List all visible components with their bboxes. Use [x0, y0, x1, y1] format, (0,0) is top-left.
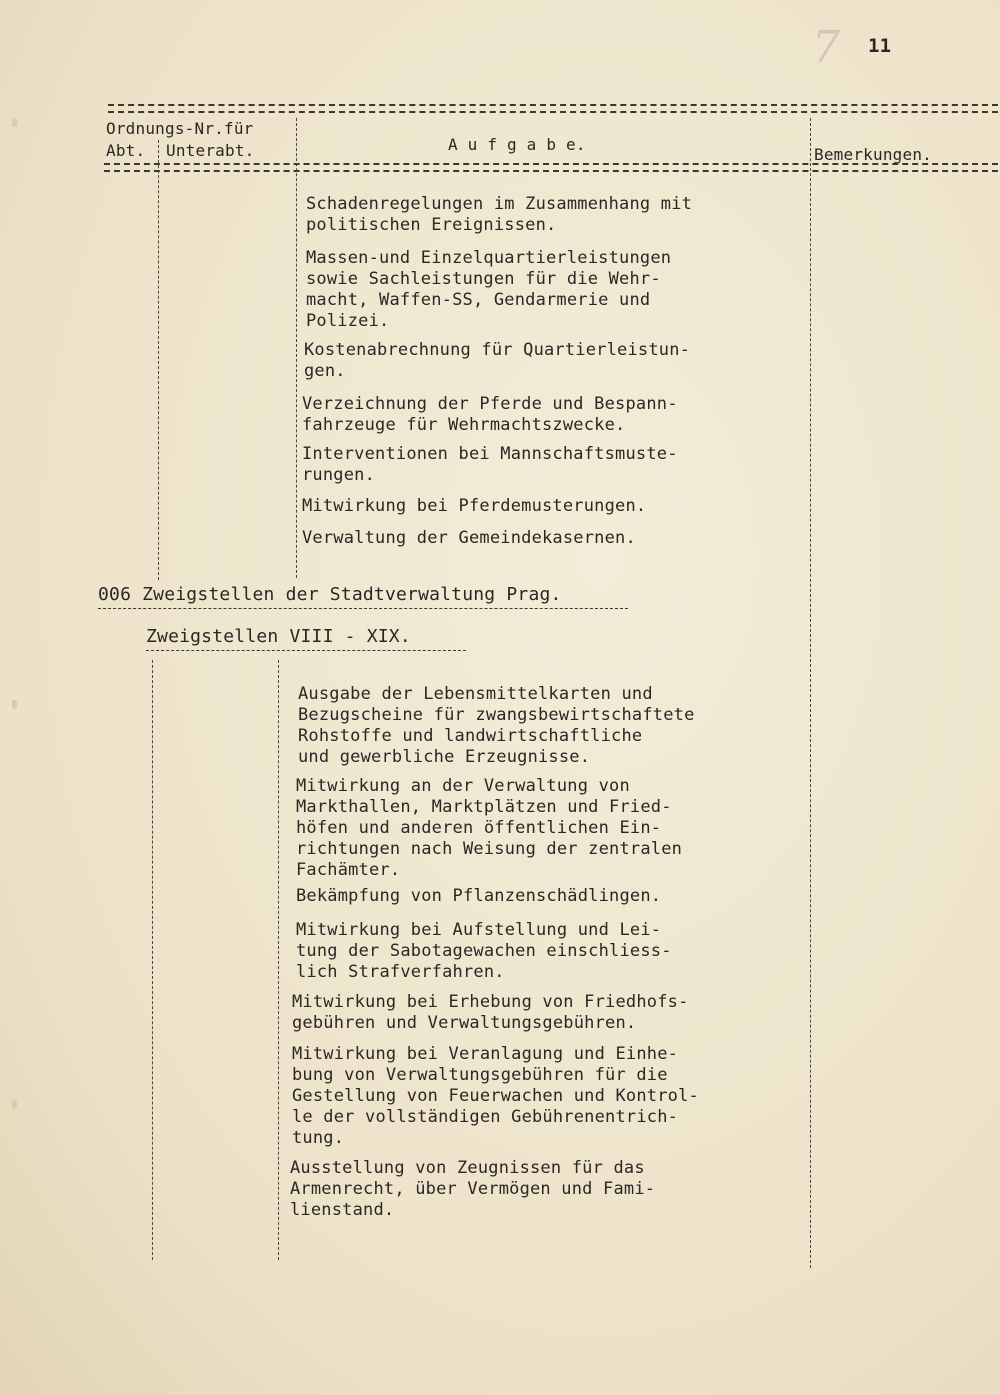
- section-heading-underline: [98, 608, 628, 609]
- task-entry: [298, 684, 695, 768]
- task-line: Mitwirkung bei Pferdemusterungen.: [302, 496, 647, 516]
- task-line: Bezugscheine für zwangsbewirtschaftete: [298, 705, 695, 725]
- task-entry: [296, 886, 661, 907]
- task-entry: [306, 194, 692, 236]
- task-entry: [296, 776, 682, 881]
- table-top-rule: [108, 104, 998, 106]
- section-subheading-underline: [146, 650, 466, 651]
- task-line: tung der Sabotagewachen einschliess-: [296, 941, 672, 961]
- task-entry: [292, 992, 689, 1034]
- task-entry: [306, 248, 671, 332]
- header-unterabt: Unterabt.: [166, 141, 255, 160]
- column-rule-unterabt-lower: [278, 660, 279, 1260]
- task-line: politischen Ereignissen.: [306, 215, 557, 235]
- task-line: Verzeichnung der Pferde und Bespann-: [302, 394, 678, 414]
- punch-hole-mark: [12, 118, 17, 127]
- task-line: Kostenabrechnung für Quartierleistun-: [304, 340, 691, 360]
- task-line: fahrzeuge für Wehrmachtszwecke.: [302, 415, 626, 435]
- page-number: 11: [868, 35, 892, 57]
- task-line: Massen-und Einzelquartierleistungen: [306, 248, 672, 268]
- task-line: rungen.: [302, 465, 376, 485]
- header-aufgabe: A u f g a b e.: [448, 135, 586, 154]
- task-entry: [302, 496, 646, 517]
- task-line: Fachämter.: [296, 860, 401, 880]
- task-line: Polizei.: [306, 311, 390, 331]
- column-rule-unterabt: [296, 118, 297, 578]
- header-ordnungs-nr: Ordnungs-Nr.für: [106, 119, 254, 138]
- task-entry: [302, 394, 678, 436]
- task-line: tung.: [292, 1128, 345, 1148]
- task-line: Rohstoffe und landwirtschaftliche: [298, 726, 643, 746]
- task-line: Schadenregelungen im Zusammenhang mit: [306, 194, 693, 214]
- task-line: Interventionen bei Mannschaftsmuste-: [302, 444, 678, 464]
- task-line: gebühren und Verwaltungsgebühren.: [292, 1013, 637, 1033]
- column-rule-bemerkungen: [810, 118, 811, 1268]
- task-line: Mitwirkung an der Verwaltung von: [296, 776, 630, 796]
- task-entry: [290, 1158, 655, 1221]
- task-line: macht, Waffen-SS, Gendarmerie und: [306, 290, 651, 310]
- header-abt: Abt.: [106, 141, 146, 160]
- table-header-rule-double: [104, 170, 998, 172]
- punch-hole-mark: [12, 1100, 17, 1109]
- task-line: Armenrecht, über Vermögen und Fami-: [290, 1179, 656, 1199]
- punch-hole-mark: [12, 700, 17, 709]
- task-line: lich Strafverfahren.: [296, 962, 505, 982]
- task-line: Mitwirkung bei Aufstellung und Lei-: [296, 920, 662, 940]
- task-line: gen.: [304, 361, 346, 381]
- table-top-rule-double: [108, 111, 998, 113]
- task-line: sowie Sachleistungen für die Wehr-: [306, 269, 661, 289]
- task-line: Gestellung von Feuerwachen und Kontrol-: [292, 1086, 699, 1106]
- task-line: Markthallen, Marktplätzen und Fried-: [296, 797, 672, 817]
- task-entry: [302, 444, 678, 486]
- task-line: bung von Verwaltungsgebühren für die: [292, 1065, 668, 1085]
- header-bemerkungen: Bemerkungen.: [814, 145, 932, 164]
- task-entry: [304, 340, 690, 382]
- task-line: und gewerbliche Erzeugnisse.: [298, 747, 591, 767]
- task-line: Ausstellung von Zeugnissen für das: [290, 1158, 645, 1178]
- task-line: höfen und anderen öffentlichen Ein-: [296, 818, 662, 838]
- task-line: richtungen nach Weisung der zentralen: [296, 839, 683, 859]
- task-line: Bekämpfung von Pflanzenschädlingen.: [296, 886, 662, 906]
- task-line: Ausgabe der Lebensmittelkarten und: [298, 684, 653, 704]
- task-line: le der vollständigen Gebührenentrich-: [292, 1107, 679, 1127]
- task-entry: [292, 1044, 699, 1149]
- task-line: Mitwirkung bei Veranlagung und Einhe-: [292, 1044, 679, 1064]
- column-rule-abt-lower: [152, 660, 153, 1260]
- task-entry: [296, 920, 672, 983]
- section-subheading: Zweigstellen VIII - XIX.: [146, 626, 411, 647]
- task-line: Mitwirkung bei Erhebung von Friedhofs-: [292, 992, 689, 1012]
- task-entry: [302, 528, 636, 549]
- column-rule-abt: [158, 140, 159, 580]
- task-line: lienstand.: [290, 1200, 395, 1220]
- section-heading: 006 Zweigstellen der Stadtverwaltung Prag.: [98, 584, 562, 605]
- task-line: Verwaltung der Gemeindekasernen.: [302, 528, 636, 548]
- handwritten-mark: 7: [812, 22, 840, 73]
